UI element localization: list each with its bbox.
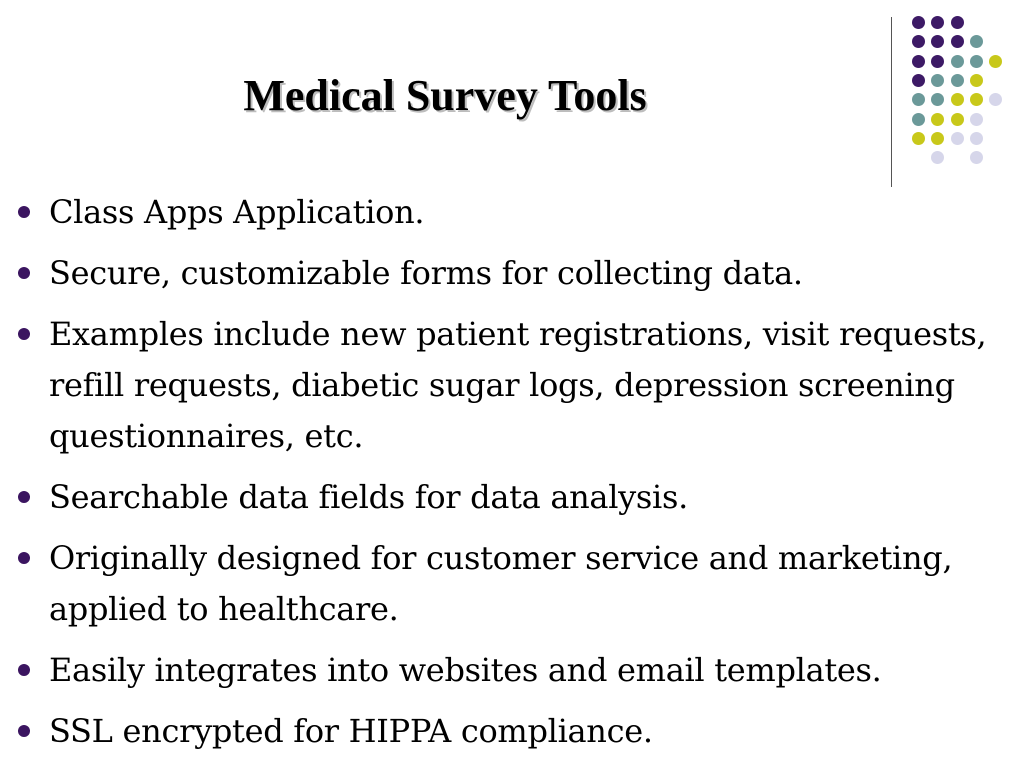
dot	[951, 132, 964, 145]
dot	[989, 55, 1002, 68]
dot	[931, 74, 944, 87]
bullet-text: Class Apps Application.	[49, 193, 425, 231]
bullet-list	[18, 187, 1018, 767]
dot	[970, 93, 983, 106]
dot	[912, 16, 925, 29]
bullet-text: Originally designed for customer service and marketing, applied to healthcare.	[49, 539, 953, 628]
title-divider-line	[891, 17, 892, 187]
dot	[970, 151, 983, 164]
bullet-dot-icon	[18, 725, 30, 737]
dot	[931, 132, 944, 145]
slide-title: Medical Survey Tools	[243, 71, 647, 120]
bullet-item	[18, 187, 1018, 238]
dot	[989, 93, 1002, 106]
dot	[912, 113, 925, 126]
bullet-item	[18, 248, 1018, 299]
dot	[951, 74, 964, 87]
dot	[912, 35, 925, 48]
bullet-dot-icon	[18, 491, 30, 503]
bullet-text: Examples include new patient registrations, visit requests, refill requests, diabetic sugar logs, depression screening questionnaires, etc.	[49, 315, 987, 455]
bullet-item	[18, 533, 1018, 635]
dot	[970, 74, 983, 87]
dot	[951, 93, 964, 106]
dot	[970, 113, 983, 126]
bullet-text: Searchable data fields for data analysis.	[49, 478, 688, 516]
bullet-dot-icon	[18, 206, 30, 218]
dot	[970, 132, 983, 145]
bullet-text: SSL encrypted for HIPPA compliance.	[49, 712, 653, 750]
dot	[951, 16, 964, 29]
dot	[912, 132, 925, 145]
dot	[951, 113, 964, 126]
dot	[912, 93, 925, 106]
dot	[970, 55, 983, 68]
bullet-item	[18, 472, 1018, 523]
bullet-item	[18, 309, 1018, 462]
bullet-dot-icon	[18, 328, 30, 340]
bullet-item	[18, 645, 1018, 696]
dot	[912, 74, 925, 87]
dot	[951, 35, 964, 48]
bullet-item	[18, 706, 1018, 757]
dot	[931, 55, 944, 68]
dot	[951, 55, 964, 68]
bullet-dot-icon	[18, 552, 30, 564]
dot	[931, 16, 944, 29]
dot	[931, 35, 944, 48]
bullet-dot-icon	[18, 267, 30, 279]
dot	[931, 151, 944, 164]
dot	[970, 35, 983, 48]
bullet-text: Easily integrates into websites and email templates.	[49, 651, 882, 689]
dot	[931, 93, 944, 106]
dot	[931, 113, 944, 126]
dot	[912, 55, 925, 68]
bullet-text: Secure, customizable forms for collecting data.	[49, 254, 803, 292]
bullet-dot-icon	[18, 664, 30, 676]
